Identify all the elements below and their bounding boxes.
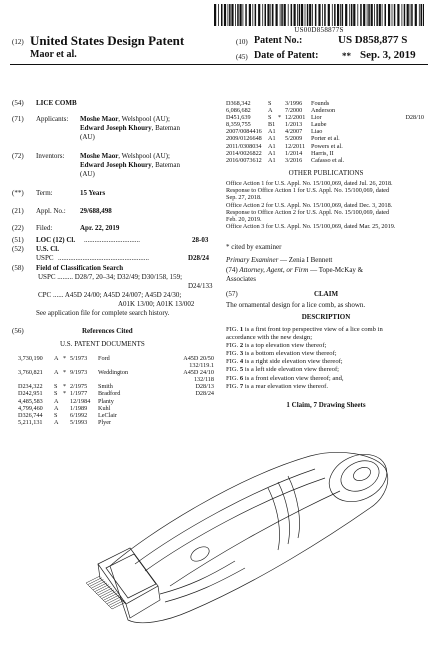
cite-date [70,376,98,383]
figure-line [226,358,431,366]
citation-row [226,135,424,142]
patent-date: Sep. 3, 2019 [360,49,416,61]
citation-row [226,128,424,135]
cite-name: Ford [98,355,110,362]
patent-title: United States Design Patent [30,33,185,48]
uspc-dots: .................................................... [58,254,149,262]
cite-name: Liao [311,128,323,136]
cite-kind: S [54,411,58,419]
cite-date: 3/1996 [285,100,303,107]
inventor-2-loc: (AU) [80,170,95,178]
cite-name: Planty [98,397,114,405]
claim-label: CLAIM [313,290,339,298]
title-code: (54) [12,99,24,107]
field-cpc-1: CPC ...... A45D 24/00; A45D 24/007; A45D 24/30; [38,291,182,299]
fig-text: is a rear elevation view thereof. [243,382,328,390]
uscl-label: U.S. Cl. [36,245,59,253]
other-pub-line: Office Action 2 for U.S. Appl. No. 15/100,069, dated Dec. 3, 2018. [226,201,393,209]
fig-number: 5 [239,366,244,374]
cite-kind: A [268,107,273,115]
cite-kind: A [54,418,59,426]
cite-date [70,362,98,369]
inventor-1: Moshe Maor, Welshpool (AU); [80,152,170,160]
date-stars: ** [342,51,351,61]
header-rule [10,64,428,65]
inventors-code: (72) [12,152,24,160]
fig-prefix: FIG. [226,326,240,333]
field-label: Field of Classification Search [36,264,124,272]
fig-prefix: FIG. [226,374,240,382]
applicant-2-loc: (AU) [80,133,95,141]
cite-kind: A [54,397,59,405]
uspc-value: D28/24 [188,254,209,262]
cited-note: * cited by examiner [226,243,282,251]
cite-class [152,412,214,419]
cite-star [278,157,285,164]
cite-kind: A1 [268,156,276,164]
cite-kind: B1 [268,121,276,129]
cite-kind: A1 [268,142,276,150]
patent-no-label: Patent No.: [254,35,303,46]
cite-star: * [63,355,67,362]
cite-kind: S [54,390,58,398]
applicant-1: Moshe Maor, Welshpool (AU); [80,115,170,123]
field-cpc-2: A01K 13/00; A01K 13/002 [118,300,195,308]
other-pub-line: Office Action 1 for U.S. Appl. No. 15/100,069, dated Jul. 26, 2018. [226,180,393,187]
fig-number: 7 [239,382,244,390]
fig-prefix: FIG. [226,358,240,366]
cite-number: 8,359,755 [226,121,251,129]
description-label: DESCRIPTION [301,313,351,321]
cite-date: 12/1984 [70,397,91,405]
cite-name: Powers et al. [311,142,343,150]
cite-class [152,405,214,412]
cite-date: 12/2001 [285,114,306,122]
citation-row [18,376,214,383]
cite-number [18,362,54,369]
cite-class [152,419,214,426]
cite-star [278,100,285,107]
term-label: Term: [36,189,53,197]
fig-number: 3 [239,350,244,358]
cite-class: A45D 24/10 [183,369,214,377]
cite-date: 1/1977 [70,390,88,398]
citation-row [18,390,214,397]
primary-examiner: Primary Examiner — Zenia I Bennett [226,256,333,264]
appl-label: Appl. No.: [36,207,66,215]
cite-kind: S [54,383,58,391]
fig-number: 6 [239,374,244,382]
cite-class [365,135,424,142]
cite-class [365,100,424,107]
fig-text: accordance with the new design; [226,334,313,342]
cite-class [365,121,424,128]
loc-value: 28-03 [192,236,209,244]
fig-text: is a left side elevation view thereof; [243,366,339,374]
kind-code: (12) [12,38,24,46]
cite-star [63,419,70,426]
field-uspc-2: D24/133 [188,282,213,290]
citation-row [18,405,214,412]
appl-value: 29/688,498 [80,207,112,215]
cite-name: Founds [311,100,330,107]
cite-kind: S [268,100,272,107]
term-code: (**) [12,189,24,197]
cite-kind: A [54,369,59,377]
cite-number: D326,744 [18,411,43,419]
cite-date: 1/2013 [285,121,303,129]
inventor-short: Maor et al. [30,49,77,60]
cite-number: 3,760,821 [18,369,43,377]
cite-star: * [278,114,282,122]
cite-star [278,128,285,135]
loc-code: (51) [12,236,24,244]
cite-date: 3/2016 [285,156,303,164]
cite-star [63,362,70,369]
cite-number: 3,730,190 [18,355,43,362]
cite-name: Bradford [98,390,121,398]
cite-number: 2009/0126648 [226,135,262,143]
barcode-graphic [214,4,424,26]
cite-star [278,107,285,114]
refs-label: References Cited [82,327,133,335]
fig-number: 4 [239,358,244,366]
other-pub-line: Feb. 20, 2019. [226,216,262,224]
other-pub-line: Sep. 27, 2018. [226,194,262,202]
cite-class: D28/24 [195,390,214,398]
citation-row [226,143,424,150]
cite-number: 2014/0026822 [226,149,262,157]
cite-date: 5/1993 [70,418,88,426]
cite-class [152,398,214,405]
cite-star [278,135,285,142]
cite-date: 1/1989 [70,404,88,412]
appl-code: (21) [12,207,24,215]
fig-number: 1 [239,326,244,333]
cite-star: * [63,383,67,391]
cite-name: Lior [311,114,322,122]
cite-kind [54,362,63,369]
fig-text: is a right side elevation view thereof; [243,358,343,366]
cite-class: 132/119.1 [189,362,214,370]
figure-line [226,375,431,383]
cite-name: Porter et al. [311,135,340,143]
cite-date: 4/2007 [285,128,303,136]
attorney: (74) Attorney, Agent, or Firm — Tope-McKay & [226,266,364,274]
cite-class: D28/13 [195,383,214,391]
cite-kind: A1 [268,149,276,157]
citation-row [18,383,214,390]
cite-number: D368,342 [226,100,251,107]
fig-text: is a bottom elevation view thereof; [243,350,337,358]
cite-star [63,412,70,419]
claims-sheets: 1 Claim, 7 Drawing Sheets [286,401,366,409]
cite-name: LeClair [98,411,117,419]
left-citations-table [18,355,214,426]
attorney-line-2: Associates [226,275,256,283]
citation-row [18,369,214,376]
uspc-label: USPC [36,254,54,262]
cite-class [365,143,424,150]
cite-date: 5/1973 [70,355,88,362]
fig-text: is a top elevation view thereof; [243,342,327,350]
cite-name: Weddington [98,369,129,377]
figure-descriptions [226,326,431,391]
cite-star: * [63,369,67,377]
cite-name: Smith [98,383,113,391]
cite-class: D28/10 [405,114,424,122]
cite-kind: S [268,114,272,122]
cite-star: * [63,390,67,398]
refs-code: (56) [12,327,24,335]
filed-code: (22) [12,224,24,232]
claim-code: (57) [226,290,238,298]
cite-date: 2/1975 [70,383,88,391]
patent-no-code: (10) [236,38,248,46]
cite-date: 12/2011 [285,142,306,150]
citation-row [226,114,424,121]
cite-class [365,157,424,164]
claim-text: The ornamental design for a lice comb, as shown. [226,301,366,309]
citation-row [226,100,424,107]
citation-row [226,121,424,128]
citation-row [226,157,424,164]
citation-row [18,412,214,419]
loc-dots: ................................ [84,236,140,244]
cite-name: Plyer [98,418,112,426]
barcode-number: US00D858877S [294,26,344,34]
cite-number [18,376,54,383]
other-pubs-list [226,180,431,230]
cite-kind: A1 [268,128,276,136]
field-code: (58) [12,264,24,272]
cite-date: 5/2009 [285,135,303,143]
other-pub-line: Office Action 3 for U.S. Appl. No. 15/100,069, dated Mar. 25, 2019. [226,223,396,231]
other-pubs-label: OTHER PUBLICATIONS [288,169,364,177]
design-title: LICE COMB [36,99,77,107]
cite-kind: A [54,355,59,362]
other-pub-line: Response to Office Action 2 for U.S. Appl. No. 15/100,069, dated [226,208,390,216]
cite-date: 6/1992 [70,411,88,419]
date-code: (45) [236,53,248,61]
applicants-label: Applicants: [36,115,69,123]
fig-prefix: FIG. [226,382,240,390]
cite-name [98,376,152,383]
citation-row [226,150,424,157]
cite-number: D242,951 [18,390,43,398]
cite-star [278,150,285,157]
cite-kind: A [54,404,59,412]
cite-star [63,376,70,383]
cite-date: 9/1973 [70,369,88,377]
citation-row [18,355,214,362]
cite-class: A45D 20/50 [183,355,214,362]
right-citations-table [226,100,424,164]
us-docs-label: U.S. PATENT DOCUMENTS [60,340,145,348]
citation-row [226,107,424,114]
cite-number: 5,211,131 [18,418,43,426]
fig-number: 2 [239,342,244,350]
other-pub-line: Response to Office Action 1 for U.S. Appl. No. 15/100,069, dated [226,187,390,195]
cite-number: 2016/0073612 [226,156,262,164]
cite-class [365,128,424,135]
fig-prefix: FIG. [226,342,240,350]
cite-class [365,107,424,114]
cite-name: Anderson [311,107,336,115]
cite-number: 2007/0084416 [226,128,262,136]
fig-text: is a front elevation view thereof; and, [243,374,344,382]
fig-text: is a first front top perspective view of a lice comb in [243,326,383,333]
citation-row [18,419,214,426]
cite-kind: A1 [268,135,276,143]
cite-name: Kuhl [98,404,111,412]
cite-number: D234,322 [18,383,43,391]
inventors-label: Inventors: [36,152,65,160]
fig-prefix: FIG. [226,366,240,374]
figure-line [226,326,431,334]
cite-kind [54,376,63,383]
uscl-code: (52) [12,245,24,253]
applicant-2: Edward Joseph Khoury, Bateman [80,124,180,132]
field-note: See application file for complete search history. [36,309,170,317]
inventor-2: Edward Joseph Khoury, Bateman [80,161,180,169]
cite-name: Harris, II [311,149,334,157]
figure-line [226,383,431,391]
cite-star [63,398,70,405]
filed-label: Filed: [36,224,53,232]
cite-star [278,121,285,128]
applicants-code: (71) [12,115,24,123]
cite-class [365,150,424,157]
fig-prefix: FIG. [226,350,240,358]
cite-date: 7/2000 [285,107,303,115]
cite-date: 1/2014 [285,149,303,157]
cite-class: 132/118 [193,376,214,384]
citation-row [18,398,214,405]
patent-number: US D858,877 S [338,34,408,46]
citation-row [18,362,214,369]
cite-star [278,143,285,150]
figure-line [226,366,431,374]
figure-line [226,342,431,350]
term-value: 15 Years [80,189,106,197]
cite-name: Laube [311,121,327,129]
filed-value: Apr. 22, 2019 [80,224,120,232]
cite-name: Cafasso et al. [311,156,345,164]
cite-name [98,362,152,369]
cite-number: 6,086,682 [226,107,251,115]
figure-line [226,334,431,342]
cite-number: 4,799,460 [18,404,43,412]
cite-number: D451,639 [226,114,251,122]
field-uspc-1: USPC ......... D28/7, 20–34; D32/49; D30/158, 159; [38,273,183,281]
cite-number: 2011/0308034 [226,142,262,150]
cite-star [63,405,70,412]
figure-line [226,350,431,358]
cite-number: 4,485,583 [18,397,43,405]
lice-comb-drawing [40,436,400,646]
loc-label: LOC (12) Cl. [36,236,76,244]
date-label: Date of Patent: [254,50,319,61]
